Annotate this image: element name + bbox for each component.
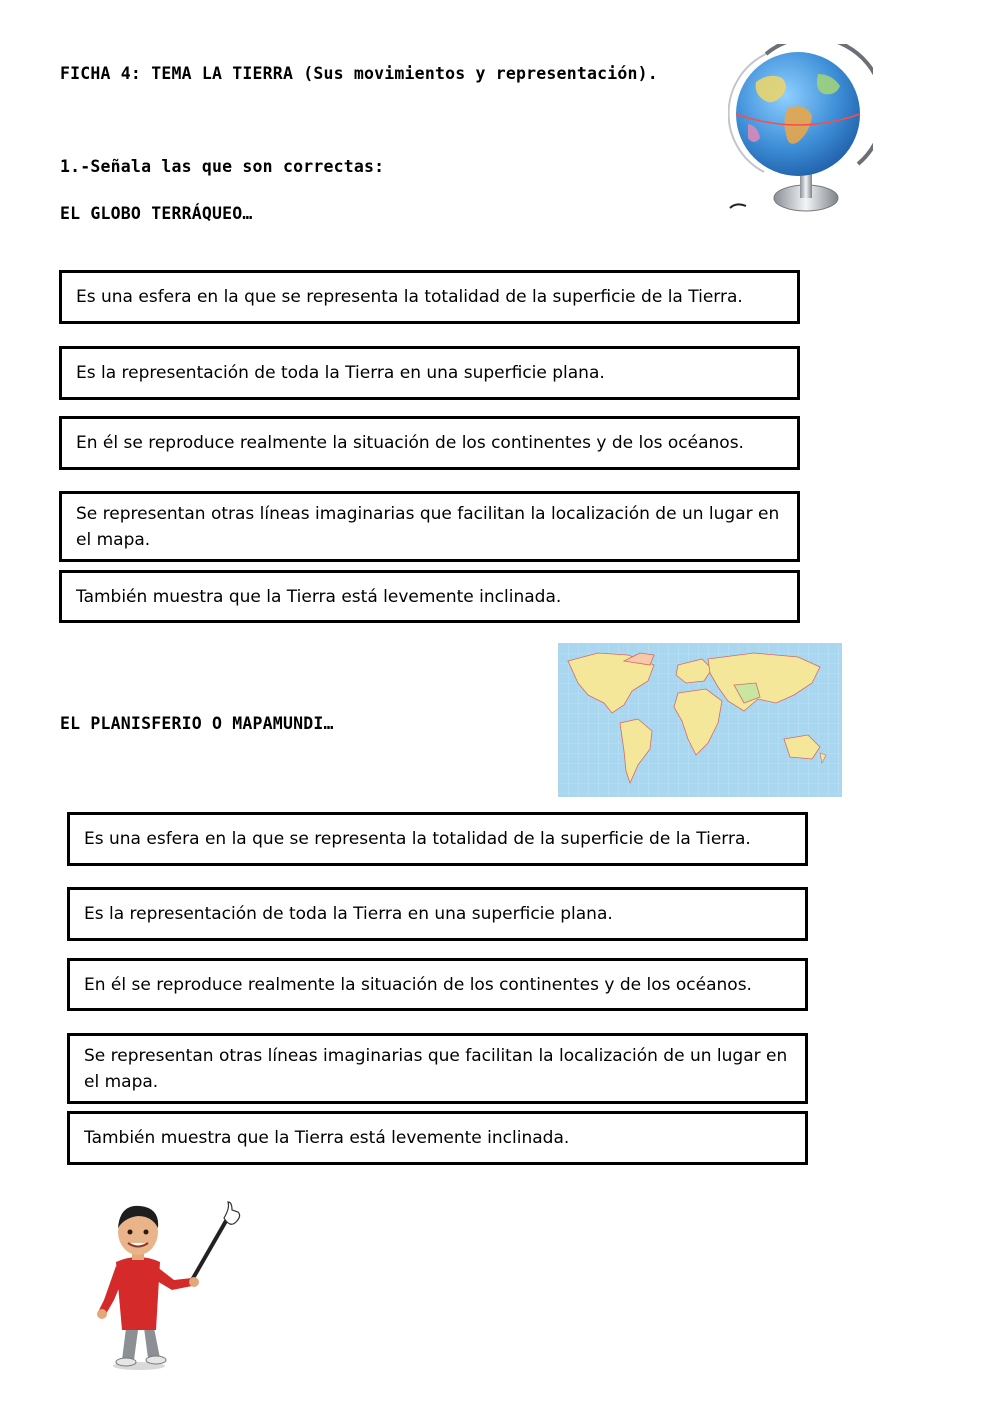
map-section-heading: EL PLANISFERIO O MAPAMUNDI… bbox=[60, 714, 334, 733]
globe-section-heading: EL GLOBO TERRÁQUEO… bbox=[60, 204, 253, 223]
map-option-1[interactable]: Es una esfera en la que se representa la totalidad de la superficie de la Tierra. bbox=[67, 812, 808, 866]
exercise-instruction: 1.-Señala las que son correctas: bbox=[60, 157, 385, 176]
map-option-4[interactable]: Se representan otras líneas imaginarias que facilitan la localización de un lugar en el mapa. bbox=[67, 1033, 808, 1104]
globe-option-1[interactable]: Es una esfera en la que se representa la totalidad de la superficie de la Tierra. bbox=[59, 270, 800, 324]
globe-illustration bbox=[728, 44, 873, 220]
globe-option-5[interactable]: También muestra que la Tierra está levemente inclinada. bbox=[59, 570, 800, 623]
worksheet-title: FICHA 4: TEMA LA TIERRA (Sus movimientos y representación). bbox=[60, 64, 658, 83]
globe-option-4[interactable]: Se representan otras líneas imaginarias que facilitan la localización de un lugar en el mapa. bbox=[59, 491, 800, 562]
globe-option-2[interactable]: Es la representación de toda la Tierra en una superficie plana. bbox=[59, 346, 800, 400]
world-map-illustration bbox=[558, 643, 842, 797]
globe-option-3[interactable]: En él se reproduce realmente la situación de los continentes y de los océanos. bbox=[59, 416, 800, 470]
map-option-3[interactable]: En él se reproduce realmente la situación de los continentes y de los océanos. bbox=[67, 958, 808, 1011]
map-option-2[interactable]: Es la representación de toda la Tierra en una superficie plana. bbox=[67, 887, 808, 941]
teacher-avatar-illustration bbox=[94, 1200, 244, 1372]
map-option-5[interactable]: También muestra que la Tierra está levemente inclinada. bbox=[67, 1111, 808, 1165]
